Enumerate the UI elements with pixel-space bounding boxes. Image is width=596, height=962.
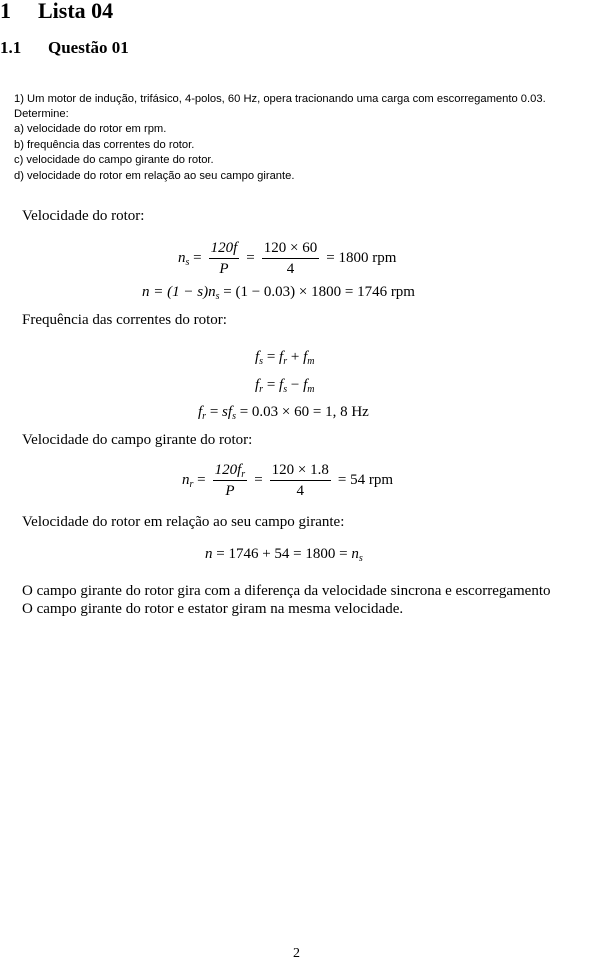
- label-rotor-speed: Velocidade do rotor:: [22, 208, 145, 224]
- question-line-3: a) velocidade do rotor em rpm.: [14, 123, 167, 135]
- question-line-1: 1) Um motor de indução, trifásico, 4-polos, 60 Hz, opera tracionando uma carga com escorregamento 0.03.: [14, 93, 546, 105]
- section-heading: [0, 0, 113, 24]
- equation-rotor-speed: $n = (1 - s)n_s = (1 - 0.03) \times 1800 = 1746$ rpm: [142, 284, 415, 302]
- equation-frequency-sum: $f_s = f_r + f_m$: [255, 349, 315, 367]
- equation-rotor-frequency: $f_r = sf_s = 0.03 \times 60 = 1$, 8 Hz: [198, 404, 369, 422]
- label-rotor-frequency: Frequência das correntes do rotor:: [22, 312, 227, 328]
- equation-frequency-diff: $f_r = f_s - f_m$: [255, 377, 315, 395]
- equation-relative-speed: $n = 1746 + 54 = 1800 = n_s$: [205, 546, 363, 564]
- label-rotor-field-speed: Velocidade do campo girante do rotor:: [22, 432, 253, 448]
- section-number: 1: [0, 0, 11, 23]
- page-number: 2: [293, 946, 300, 961]
- conclusion-line-2: O campo girante do rotor e estator giram na mesma velocidade.: [22, 601, 404, 617]
- question-line-2: Determine:: [14, 108, 69, 120]
- question-line-6: d) velocidade do rotor em relação ao seu campo girante.: [14, 170, 295, 182]
- question-line-5: c) velocidade do campo girante do rotor.: [14, 154, 214, 166]
- section-title: Lista 04: [38, 0, 114, 23]
- subsection-heading: [0, 38, 129, 58]
- equation-synchronous-speed: $n_s$ = $\frac{120f}{P}$ = $\frac{120 \times 60}{4}$ = 1800 rpm: [178, 240, 397, 277]
- conclusion-line-1: O campo girante do rotor gira com a diferença da velocidade sincrona e escorregamento: [22, 583, 551, 599]
- label-relative-speed: Velocidade do rotor em relação ao seu campo girante:: [22, 514, 345, 530]
- subsection-number: 1.1: [0, 38, 22, 57]
- equation-rotor-field-speed: $n_r$ = $\frac{120f_r}{P}$ = $\frac{120 \times 1.8}{4}$ = 54 rpm: [182, 462, 394, 499]
- subsection-title: Questão 01: [48, 38, 129, 57]
- question-line-4: b) frequência das correntes do rotor.: [14, 139, 195, 151]
